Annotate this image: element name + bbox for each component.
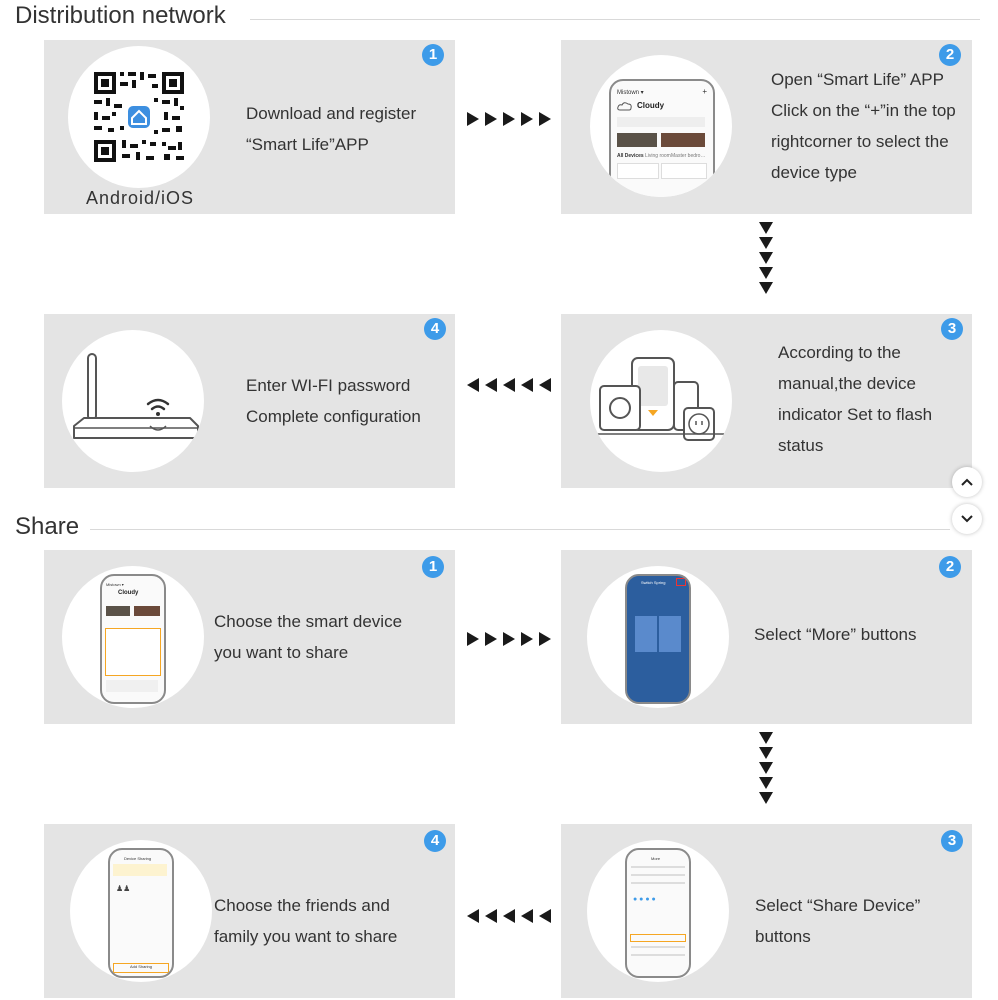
phone-circle (587, 566, 729, 708)
scroll-up-icon (960, 477, 974, 487)
phone-circle (590, 55, 732, 197)
arrow-left-icon (520, 377, 534, 393)
distribution-step2-panel (561, 40, 972, 214)
device-bundle-icon (590, 330, 732, 472)
arrow-right-icon (520, 111, 534, 127)
arrow-down-icon (758, 281, 774, 295)
share-step4-panel (44, 824, 455, 998)
share-step3-panel (561, 824, 972, 998)
arrow-right-icon (502, 631, 516, 647)
share-step1-panel (44, 550, 455, 724)
arrow-down-group (758, 731, 774, 805)
people-icon: ♟♟ (116, 884, 131, 893)
share-step2-panel (561, 550, 972, 724)
share-step2-text: Select “More” buttons (754, 625, 917, 644)
arrow-right-icon (538, 631, 552, 647)
arrow-right-group (466, 631, 552, 647)
arrow-right-icon (484, 631, 498, 647)
wifi-icon (148, 400, 168, 409)
arrow-right-icon (466, 631, 480, 647)
phone-circle (587, 840, 729, 982)
arrow-left-icon (538, 908, 552, 924)
qr-code-circle (68, 46, 210, 188)
scroll-down-icon (960, 514, 974, 524)
platform-caption: Android/iOS (86, 188, 195, 208)
arrow-down-icon (758, 791, 774, 805)
distribution-section-title: Distribution network (15, 2, 226, 29)
distribution-title-rule (250, 19, 980, 20)
distribution-step4-panel (44, 314, 455, 488)
arrow-left-group (466, 377, 552, 393)
arrow-right-group (466, 111, 552, 127)
distribution-step3-panel (561, 314, 972, 488)
arrow-right-icon (466, 111, 480, 127)
arrow-down-icon (758, 251, 774, 265)
qr-code-icon (68, 46, 210, 188)
step-badge: 4 (424, 830, 446, 852)
arrow-left-icon (502, 908, 516, 924)
step-badge: 2 (939, 556, 961, 578)
arrow-down-icon (758, 266, 774, 280)
phone-circle (62, 566, 204, 708)
distribution-step1-panel (44, 40, 455, 214)
arrow-right-icon (484, 111, 498, 127)
arrow-right-icon (520, 631, 534, 647)
step-badge: 1 (422, 556, 444, 578)
cloud-icon (617, 101, 633, 111)
step-badge: 1 (422, 44, 444, 66)
share-step1-text: Choose the smart device you want to share (214, 612, 403, 662)
room-photo (661, 133, 705, 147)
step-badge: 2 (939, 44, 961, 66)
arrow-left-icon (484, 377, 498, 393)
devices-circle (590, 330, 732, 472)
arrow-down-icon (758, 731, 774, 745)
arrow-left-icon (484, 908, 498, 924)
distribution-step4-text: Enter WI-FI password Complete configuration (246, 376, 421, 426)
arrow-right-icon (502, 111, 516, 127)
arrow-left-group (466, 908, 552, 924)
step-badge: 3 (941, 318, 963, 340)
phone-mockup: More ● ● ● ● (625, 848, 691, 978)
phone-mockup: Switch Spring (625, 574, 691, 704)
arrow-left-icon (520, 908, 534, 924)
share-step4-text: Choose the friends and family you want to share (214, 896, 398, 946)
router-circle (62, 330, 204, 472)
scroll-up-button[interactable] (952, 467, 982, 497)
distribution-step1-text: Download and register “Smart Life”APP (246, 104, 417, 154)
share-section-title: Share (15, 513, 80, 540)
router-icon (62, 330, 204, 472)
arrow-right-icon (538, 111, 552, 127)
phone-circle (70, 840, 212, 982)
phone-mockup: Mistown ▾ + Cloudy All Devices Living room Master bedro… (609, 79, 715, 197)
room-photo (617, 133, 657, 147)
step-badge: 4 (424, 318, 446, 340)
step-badge: 3 (941, 830, 963, 852)
arrow-down-icon (758, 761, 774, 775)
share-device-highlight (630, 934, 686, 942)
distribution-step3-text: According to the manual,the device indicator Set to flash status (778, 343, 933, 455)
arrow-down-icon (758, 221, 774, 235)
arrow-down-icon (758, 236, 774, 250)
share-step3-text: Select “Share Device” buttons (755, 896, 921, 946)
arrow-left-icon (466, 908, 480, 924)
arrow-down-icon (758, 746, 774, 760)
phone-mockup: Mistown ▾ Cloudy (100, 574, 166, 704)
share-title-rule (90, 529, 950, 530)
more-button-highlight (676, 578, 686, 586)
arrow-left-icon (502, 377, 516, 393)
arrow-left-icon (466, 377, 480, 393)
arrow-down-group (758, 221, 774, 295)
distribution-step2-text: Open “Smart Life” APP Click on the “+”in the top rightcorner to select the device type (771, 70, 956, 182)
add-sharing-highlight: Add Sharing (113, 963, 169, 973)
arrow-down-icon (758, 776, 774, 790)
phone-mockup: Device Sharing ♟♟ Add Sharing (108, 848, 174, 978)
arrow-left-icon (538, 377, 552, 393)
scroll-down-button[interactable] (952, 504, 982, 534)
highlighted-devices (105, 628, 161, 676)
